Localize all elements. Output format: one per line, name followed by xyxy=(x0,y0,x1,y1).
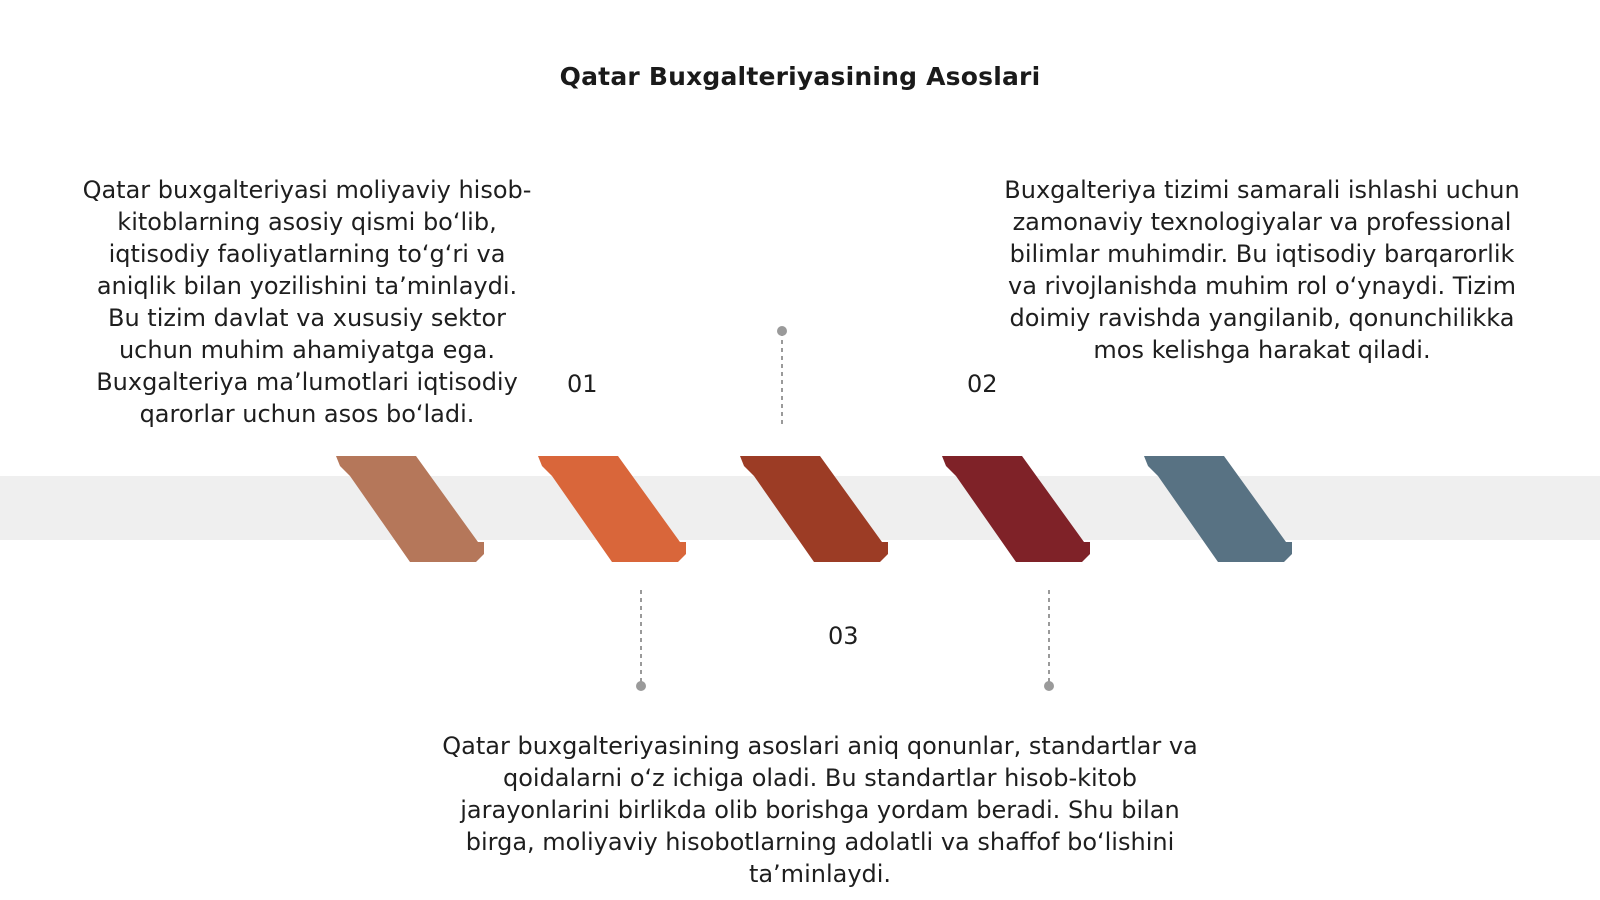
connector-dot-top xyxy=(777,326,787,336)
chevron-segment-1 xyxy=(336,456,484,562)
step-1-description: Qatar buxgalteriyasi moliyaviy hisob-kitoblarning asosiy qismi bo‘lib, iqtisodiy faoliyatlarning to‘g‘ri va aniqlik bilan yozilishini ta’minlaydi. Bu tizim davlat va xususiy sektor uchun muhim ahamiyatga ega. Buxgalteriya ma’lumotlari iqtisodiy qarorlar uchun asos bo‘ladi. xyxy=(82,176,532,428)
step-1-number: 01 xyxy=(567,370,598,398)
chevron-segment-5 xyxy=(1144,456,1292,562)
connector-dot-bottom-left xyxy=(636,681,646,691)
chevron-segment-3 xyxy=(740,456,888,562)
page-title: Qatar Buxgalteriyasining Asoslari xyxy=(559,62,1041,91)
step-2-description: Buxgalteriya tizimi samarali ishlashi uchun zamonaviy texnologiyalar va professional bilimlar muhimdir. Bu iqtisodiy barqarorlik va rivojlanishda muhim rol o‘ynaydi. Tizim doimiy ravishda yangilanib, qonunchilikka mos kelishga harakat qiladi. xyxy=(1004,176,1520,364)
connector-dot-bottom-right xyxy=(1044,681,1054,691)
chevron-segment-2 xyxy=(538,456,686,562)
step-3-number: 03 xyxy=(828,622,859,650)
step-2-number: 02 xyxy=(967,370,998,398)
step-3-description: Qatar buxgalteriyasining asoslari aniq qonunlar, standartlar va qoidalarni o‘z ichiga oladi. Bu standartlar hisob-kitob jarayonlarini birlikda olib borishga yordam beradi. Shu bilan birga, moliyaviy hisobotlarning adolatli va shaffof bo‘lishini ta’minlaydi. xyxy=(442,732,1198,888)
chevron-segment-4 xyxy=(942,456,1090,562)
